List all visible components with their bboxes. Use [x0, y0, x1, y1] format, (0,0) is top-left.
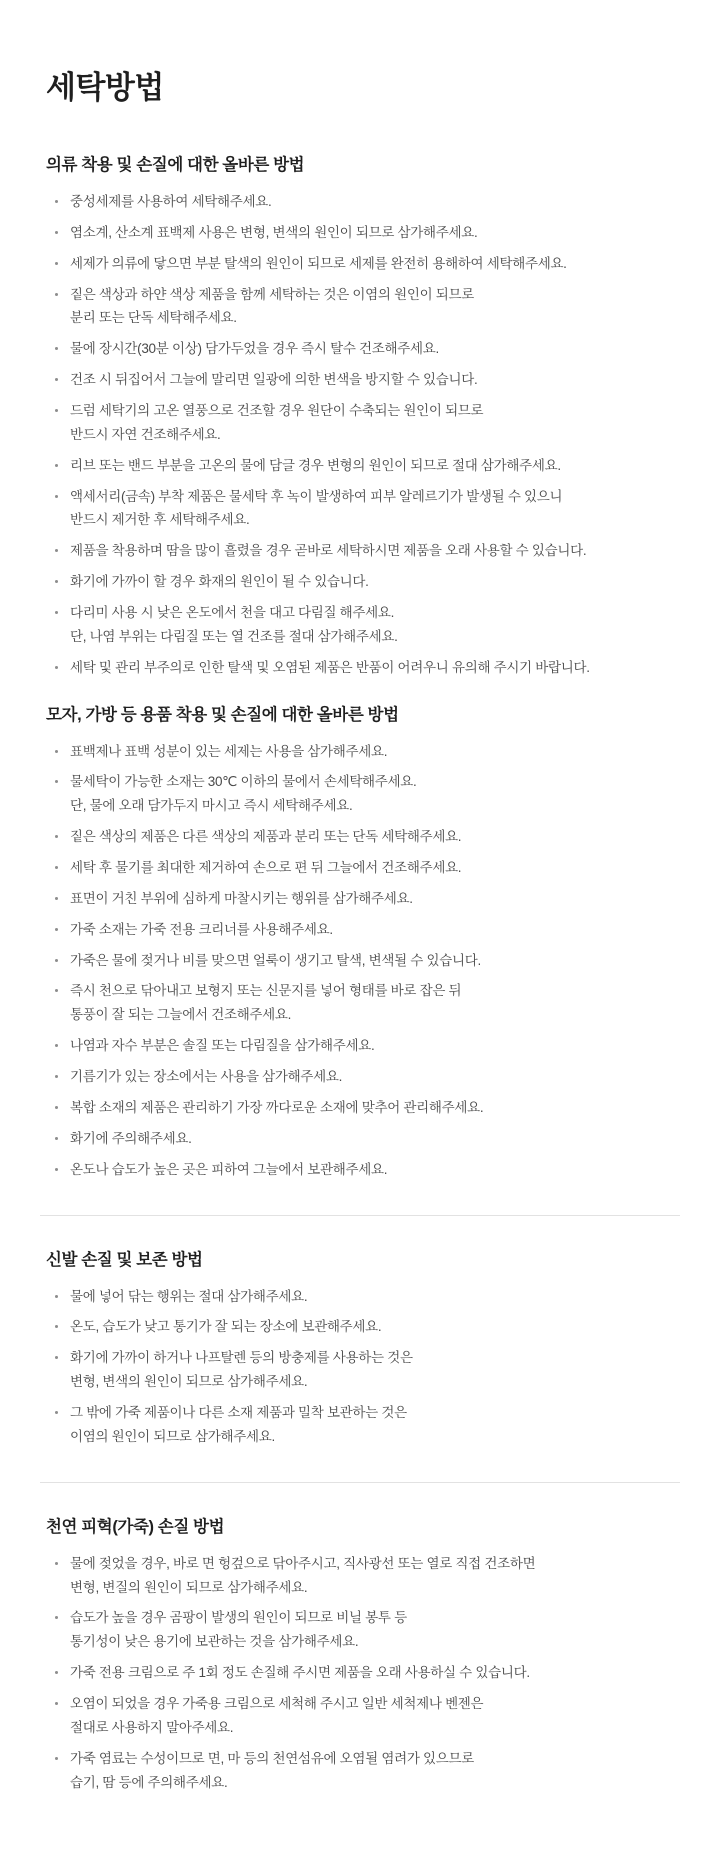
- list-item: [54, 284, 680, 330]
- guideline-list: [40, 191, 680, 679]
- list-item-line: 가죽은 물에 젖거나 비를 맞으면 얼룩이 생기고 탈색, 변색될 수 있습니다.: [70, 952, 481, 968]
- list-item-line: 화기에 가까이 할 경우 화재의 원인이 될 수 있습니다.: [70, 574, 369, 590]
- section-title: 모자, 가방 등 용품 착용 및 손질에 대한 올바른 방법: [46, 705, 399, 724]
- list-item: [54, 486, 680, 532]
- guide-section: [40, 701, 680, 1181]
- list-item-line: 복합 소재의 제품은 관리하기 가장 까다로운 소재에 맞추어 관리해주세요.: [70, 1099, 484, 1115]
- list-item-line: 표백제나 표백 성분이 있는 세제는 사용을 삼가해주세요.: [70, 743, 388, 759]
- list-item-line: 단, 물에 오래 담가두지 마시고 즉시 세탁해주세요.: [70, 798, 353, 814]
- list-item: [54, 919, 680, 941]
- list-item-line: 가죽 염료는 수성이므로 면, 마 등의 천연섬유에 오염될 염려가 있으므로: [70, 1750, 474, 1766]
- list-item: [54, 741, 680, 763]
- list-item-line: 드럼 세탁기의 고온 열풍으로 건조할 경우 원단이 수축되는 원인이 되므로: [70, 403, 484, 419]
- list-item-line: 절대로 사용하지 말아주세요.: [70, 1719, 234, 1735]
- list-item: [54, 950, 680, 972]
- list-item-line: 화기에 가까이 하거나 나프탈렌 등의 방충제를 사용하는 것은: [70, 1350, 413, 1366]
- list-item-line: 단, 나염 부위는 다림질 또는 열 건조를 절대 삼가해주세요.: [70, 628, 398, 644]
- list-item-line: 액세서리(금속) 부착 제품은 물세탁 후 녹이 발생하여 피부 알레르기가 발생될 수 있으니: [70, 488, 563, 504]
- guide-section: [40, 1482, 680, 1794]
- list-item-line: 물에 장시간(30분 이상) 담가두었을 경우 즉시 탈수 건조해주세요.: [70, 341, 439, 357]
- list-item-line: 이염의 원인이 되므로 삼가해주세요.: [70, 1428, 275, 1444]
- guideline-list: [40, 741, 680, 1181]
- guideline-list: [40, 1553, 680, 1794]
- list-item: [54, 191, 680, 213]
- list-item: [54, 1035, 680, 1057]
- list-item-line: 온도, 습도가 낮고 통기가 잘 되는 장소에 보관해주세요.: [70, 1319, 382, 1335]
- list-item: [54, 1402, 680, 1448]
- list-item: [54, 602, 680, 648]
- guide-section: [40, 151, 680, 679]
- list-item-line: 습도가 높을 경우 곰팡이 발생의 원인이 되므로 비닐 봉투 등: [70, 1610, 407, 1626]
- sections-container: [40, 151, 680, 1793]
- list-item: [54, 657, 680, 679]
- list-item-line: 변형, 변질의 원인이 되므로 삼가해주세요.: [70, 1579, 308, 1595]
- list-item: [54, 455, 680, 477]
- section-title: 천연 피혁(가죽) 손질 방법: [46, 1517, 225, 1536]
- list-item-line: 반드시 제거한 후 세탁해주세요.: [70, 512, 250, 528]
- list-item-line: 건조 시 뒤집어서 그늘에 말리면 일광에 의한 변색을 방지할 수 있습니다.: [70, 372, 478, 388]
- list-item-line: 세제가 의류에 닿으면 부분 탈색의 원인이 되므로 세제를 완전히 용해하여 세탁해주세요.: [70, 255, 567, 271]
- list-item-line: 물에 넣어 닦는 행위는 절대 삼가해주세요.: [70, 1288, 308, 1304]
- list-item: [54, 1347, 680, 1393]
- list-item: [54, 369, 680, 391]
- list-item-line: 온도나 습도가 높은 곳은 피하여 그늘에서 보관해주세요.: [70, 1161, 388, 1177]
- list-item-line: 나염과 자수 부분은 솔질 또는 다림질을 삼가해주세요.: [70, 1038, 375, 1054]
- list-item-line: 통기성이 낮은 용기에 보관하는 것을 삼가해주세요.: [70, 1634, 359, 1650]
- page-title: 세탁방법: [46, 70, 164, 105]
- list-item-line: 기름기가 있는 장소에서는 사용을 삼가해주세요.: [70, 1069, 343, 1085]
- list-item: [54, 1553, 680, 1599]
- list-item-line: 표면이 거친 부위에 심하게 마찰시키는 행위를 삼가해주세요.: [70, 890, 413, 906]
- list-item-line: 오염이 되었을 경우 가죽용 크림으로 세척해 주시고 일반 세척제나 벤젠은: [70, 1695, 484, 1711]
- list-item: [54, 540, 680, 562]
- list-item-line: 가죽 소재는 가죽 전용 크리너를 사용해주세요.: [70, 921, 333, 937]
- list-item-line: 분리 또는 단독 세탁해주세요.: [70, 310, 237, 326]
- list-item: [54, 1066, 680, 1088]
- list-item-line: 짙은 색상의 제품은 다른 색상의 제품과 분리 또는 단독 세탁해주세요.: [70, 829, 462, 845]
- list-item-line: 변형, 변색의 원인이 되므로 삼가해주세요.: [70, 1374, 308, 1390]
- list-item: [54, 1159, 680, 1181]
- list-item: [54, 1316, 680, 1338]
- list-item: [54, 771, 680, 817]
- list-item-line: 습기, 땀 등에 주의해주세요.: [70, 1774, 228, 1790]
- list-item: [54, 1286, 680, 1308]
- list-item-line: 짙은 색상과 하얀 색상 제품을 함께 세탁하는 것은 이염의 원인이 되므로: [70, 286, 474, 302]
- list-item-line: 중성세제를 사용하여 세탁해주세요.: [70, 194, 272, 209]
- list-item: [54, 1607, 680, 1653]
- list-item-line: 다리미 사용 시 낮은 온도에서 천을 대고 다림질 해주세요.: [70, 605, 395, 621]
- list-item-line: 화기에 주의해주세요.: [70, 1130, 192, 1146]
- list-item: [54, 826, 680, 848]
- guide-section: [40, 1215, 680, 1448]
- list-item-line: 물세탁이 가능한 소재는 30℃ 이하의 물에서 손세탁해주세요.: [70, 774, 417, 790]
- list-item-line: 가죽 전용 크림으로 주 1회 정도 손질해 주시면 제품을 오래 사용하실 수 있습니다.: [70, 1665, 530, 1681]
- list-item-line: 제품을 착용하며 땀을 많이 흘렸을 경우 곧바로 세탁하시면 제품을 오래 사용할 수 있습니다.: [70, 543, 587, 559]
- list-item-line: 리브 또는 밴드 부분을 고온의 물에 담글 경우 변형의 원인이 되므로 절대 삼가해주세요.: [70, 457, 561, 473]
- list-item: [54, 1748, 680, 1794]
- list-item-line: 그 밖에 가죽 제품이나 다른 소재 제품과 밀착 보관하는 것은: [70, 1404, 407, 1420]
- guideline-list: [40, 1286, 680, 1448]
- list-item: [54, 1693, 680, 1739]
- list-item: [54, 338, 680, 360]
- section-title: 신발 손질 및 보존 방법: [46, 1250, 203, 1269]
- list-item: [54, 1662, 680, 1684]
- list-item-line: 염소계, 산소계 표백제 사용은 변형, 변색의 원인이 되므로 삼가해주세요.: [70, 224, 478, 240]
- list-item-line: 세탁 및 관리 부주의로 인한 탈색 및 오염된 제품은 반품이 어려우니 유의해 주시기 바랍니다.: [70, 659, 590, 675]
- list-item: [54, 1097, 680, 1119]
- list-item: [54, 888, 680, 910]
- section-title: 의류 착용 및 손질에 대한 올바른 방법: [46, 156, 305, 174]
- list-item-line: 세탁 후 물기를 최대한 제거하여 손으로 편 뒤 그늘에서 건조해주세요.: [70, 860, 462, 876]
- bottom-spacer: [40, 1803, 680, 1829]
- list-item: [54, 1128, 680, 1150]
- list-item-line: 즉시 천으로 닦아내고 보형지 또는 신문지를 넣어 형태를 바로 잡은 뒤: [70, 983, 462, 999]
- list-item: [54, 222, 680, 244]
- list-item: [54, 980, 680, 1026]
- list-item-line: 통풍이 잘 되는 그늘에서 건조해주세요.: [70, 1007, 292, 1023]
- list-item: [54, 253, 680, 275]
- list-item: [54, 571, 680, 593]
- list-item: [54, 857, 680, 879]
- list-item-line: 물에 젖었을 경우, 바로 면 헝겊으로 닦아주시고, 직사광선 또는 열로 직접 건조하면: [70, 1555, 536, 1571]
- list-item: [54, 400, 680, 446]
- list-item-line: 반드시 자연 건조해주세요.: [70, 426, 221, 442]
